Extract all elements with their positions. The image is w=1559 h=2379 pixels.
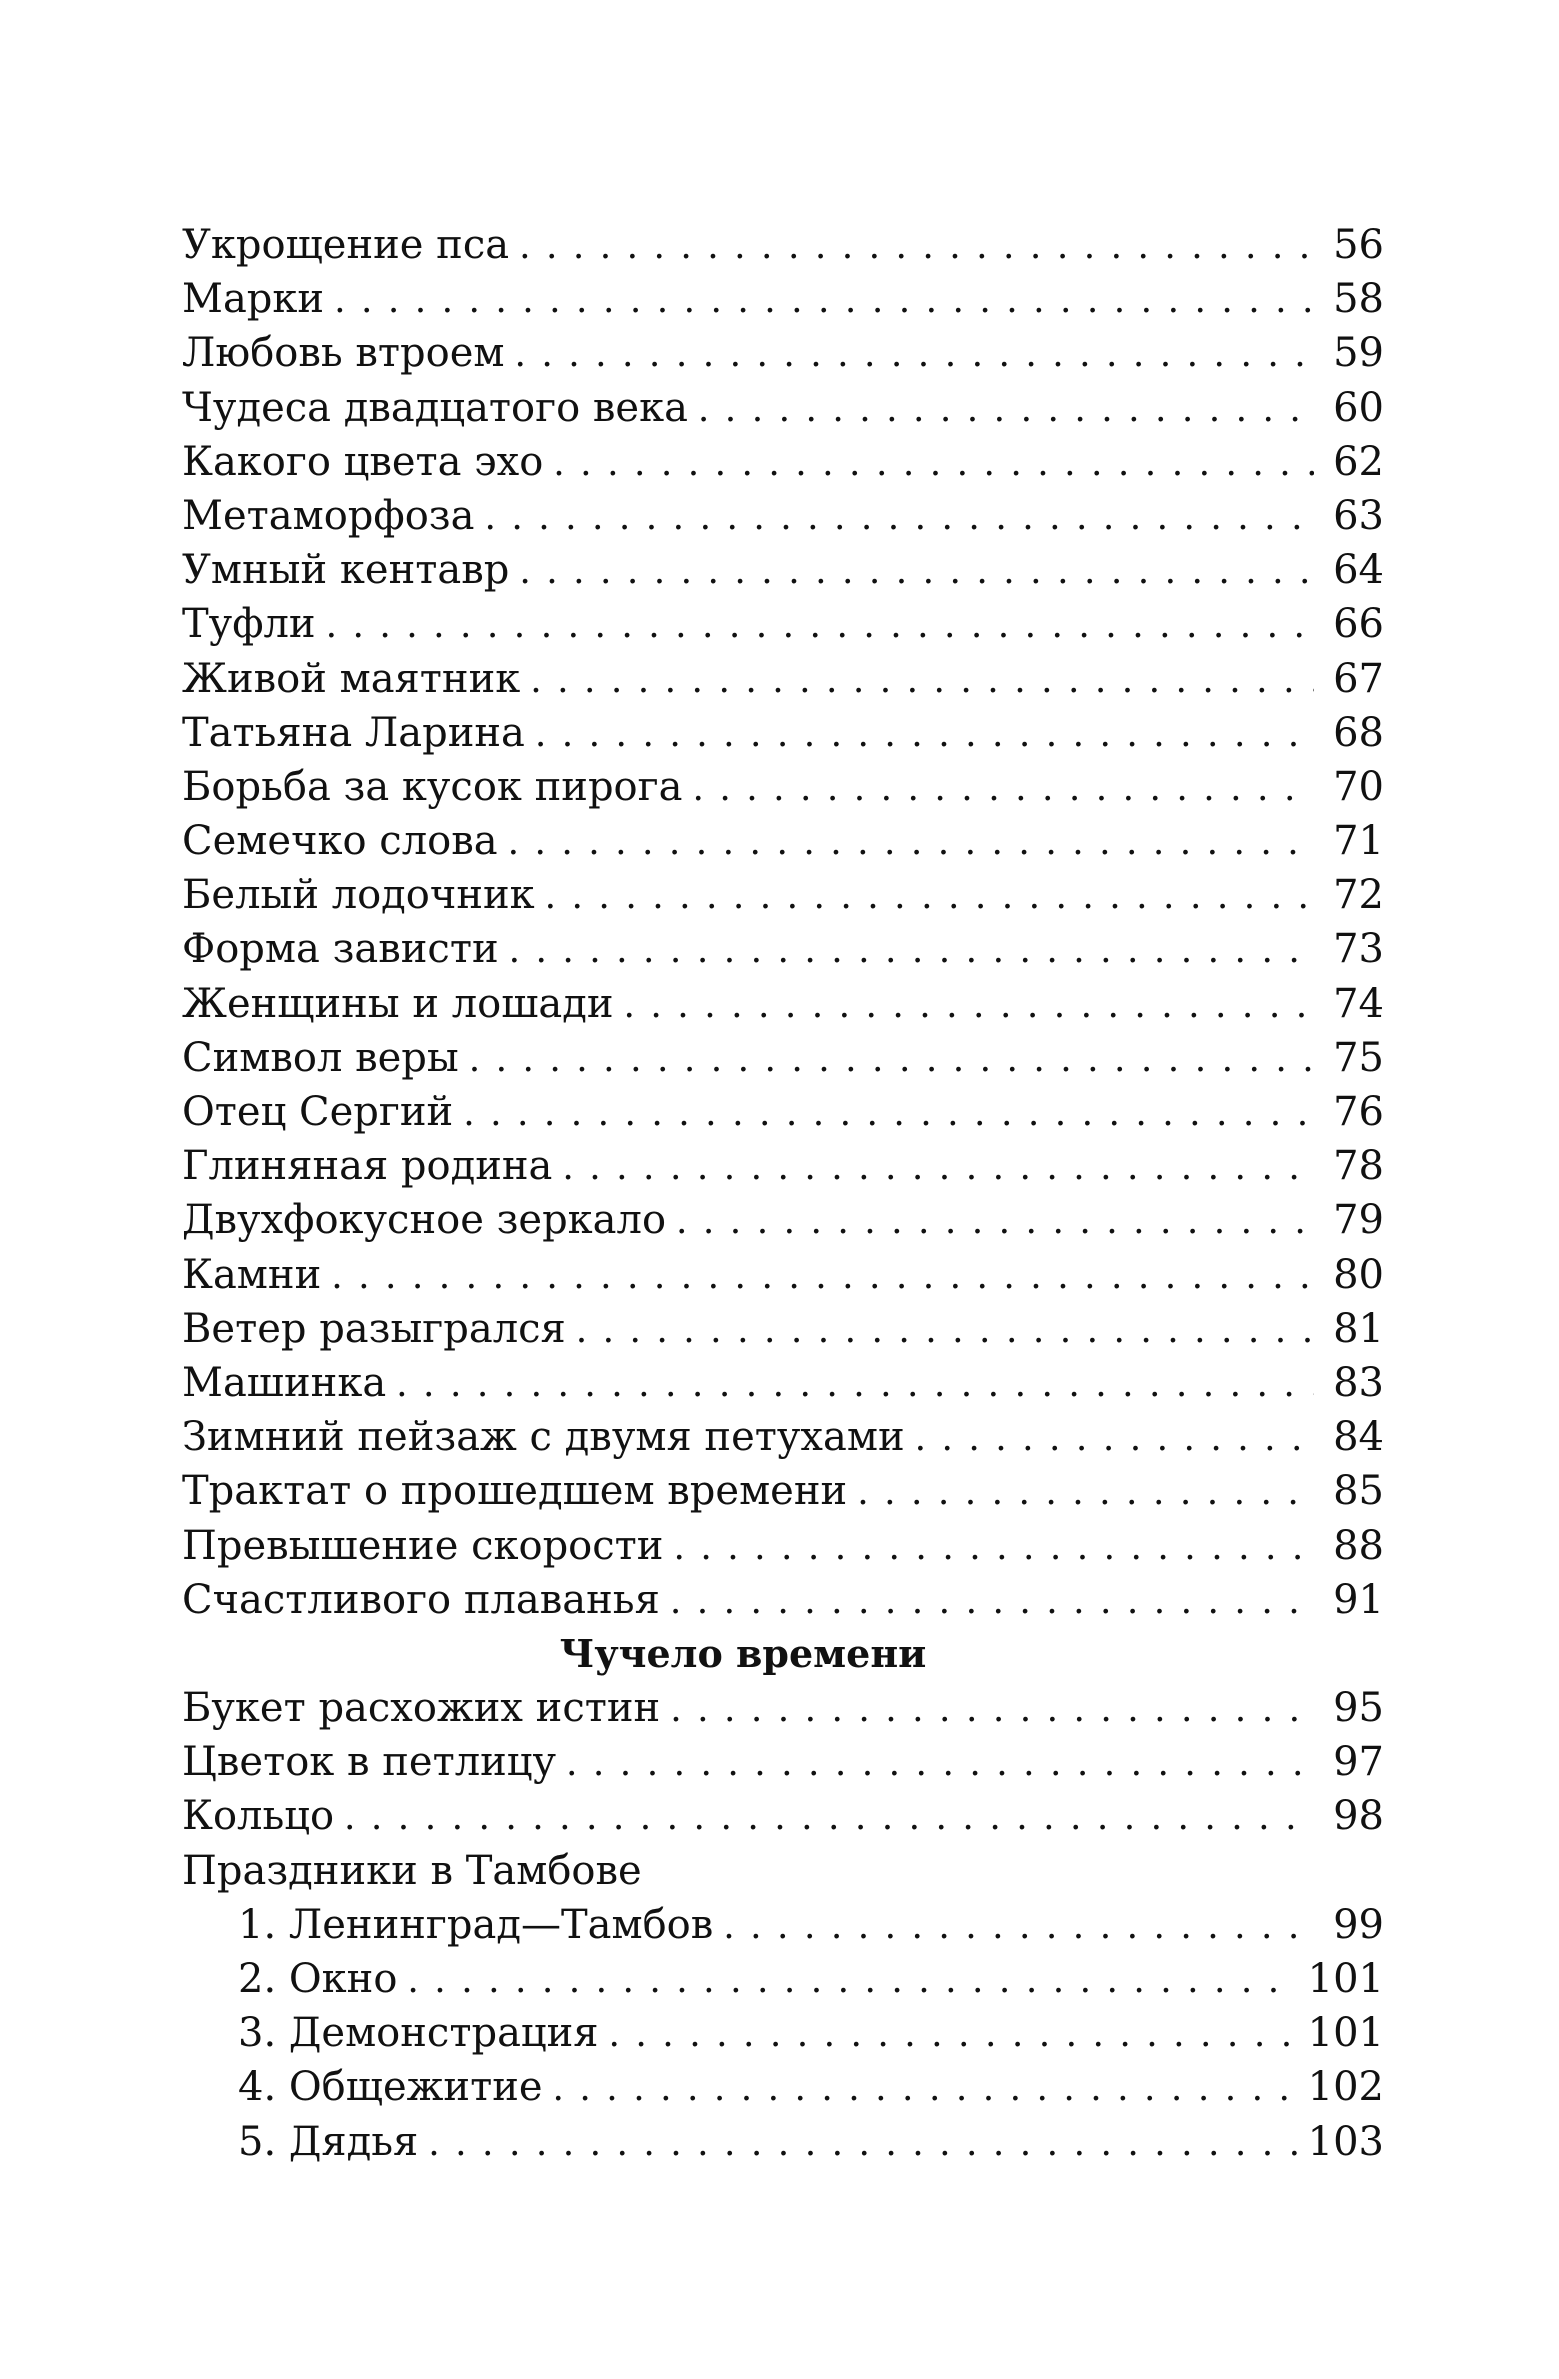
dot-leader xyxy=(530,654,1314,708)
toc-entry-page: 95 xyxy=(1333,1685,1384,1732)
toc-entry-title: Символ веры xyxy=(182,1034,459,1081)
toc-entry-title: Отец Сергий xyxy=(182,1089,454,1135)
toc-entry-page: 56 xyxy=(1333,222,1384,268)
toc-entry-page: 59 xyxy=(1333,330,1384,377)
toc-entry-page: 84 xyxy=(1333,1414,1384,1461)
toc-entry-page: 103 xyxy=(1307,2118,1384,2165)
toc-entry-title: Марки xyxy=(182,276,325,323)
dot-leader xyxy=(562,1141,1314,1195)
toc-subentry xyxy=(182,1952,1384,2006)
toc-entry-page: 97 xyxy=(1333,1739,1384,1786)
toc-entry xyxy=(182,1410,1384,1464)
toc-entry-title: Машинка xyxy=(182,1359,387,1406)
toc-entry-page: 99 xyxy=(1333,1901,1384,1948)
dot-leader xyxy=(326,599,1314,653)
toc-entry-title: Трактат о прошедшем времени xyxy=(182,1468,848,1515)
toc-entry-page: 76 xyxy=(1333,1089,1384,1135)
toc-entry-page: 101 xyxy=(1307,1956,1384,2002)
toc-entry xyxy=(182,1193,1384,1247)
toc-entry-title: Букет расхожих истин xyxy=(182,1685,661,1732)
dot-leader xyxy=(334,274,1314,328)
dot-leader xyxy=(508,816,1314,870)
toc-entry xyxy=(182,1519,1384,1573)
toc-entry-page: 80 xyxy=(1333,1251,1384,1298)
toc-entry-title: Ветер разыгрался xyxy=(182,1305,566,1352)
dot-leader xyxy=(344,1791,1314,1845)
dot-leader xyxy=(428,2117,1297,2171)
toc-entry-title: 5. Дядья xyxy=(238,2118,419,2165)
dot-leader xyxy=(676,1195,1314,1249)
toc-entry-title: 4. Общежитие xyxy=(238,2064,543,2111)
toc-entry xyxy=(182,977,1384,1031)
dot-leader xyxy=(484,491,1314,545)
toc-entry xyxy=(182,1681,1384,1735)
toc-entry-page: 75 xyxy=(1333,1034,1384,1081)
dot-leader xyxy=(915,1412,1314,1466)
toc-entry-title: Борьба за кусок пирога xyxy=(182,763,683,810)
dot-leader xyxy=(723,1900,1314,1954)
toc-entry-title: Белый лодочник xyxy=(182,872,535,919)
dot-leader xyxy=(576,1304,1314,1358)
toc-subentry xyxy=(182,2115,1384,2169)
toc-entry xyxy=(182,1464,1384,1518)
dot-leader xyxy=(509,924,1314,978)
toc-entry-title: Умный кентавр xyxy=(182,547,510,594)
dot-leader xyxy=(553,437,1314,491)
dot-leader xyxy=(609,2008,1298,2062)
toc-entry-title: 3. Демонстрация xyxy=(238,2010,599,2057)
toc-entry xyxy=(182,489,1384,543)
toc-entry-page: 85 xyxy=(1333,1468,1384,1515)
toc-subentry xyxy=(182,2006,1384,2060)
toc-entry-title: Метаморфоза xyxy=(182,492,475,539)
toc-entry-page: 83 xyxy=(1333,1359,1384,1406)
toc-entry-page: 73 xyxy=(1333,926,1384,973)
toc-entry xyxy=(182,652,1384,706)
toc-entry-title: Зимний пейзаж с двумя петухами xyxy=(182,1414,905,1461)
toc-entry-title: 1. Ленинград—Тамбов xyxy=(238,1901,714,1948)
toc-entry-page: 71 xyxy=(1333,818,1384,865)
dot-leader xyxy=(698,383,1314,437)
toc-entry-title: Укрощение пса xyxy=(182,222,510,268)
toc-entry-page: 74 xyxy=(1333,980,1384,1027)
toc-entry-title: Форма зависти xyxy=(182,926,499,973)
toc-entry-title: Цветок в петлицу xyxy=(182,1739,557,1786)
toc-entry-title: Какого цвета эхо xyxy=(182,438,544,485)
toc-entry xyxy=(182,706,1384,760)
toc-entry xyxy=(182,1573,1384,1627)
dot-leader xyxy=(519,545,1314,599)
toc-entry-page: 88 xyxy=(1333,1522,1384,1569)
dot-leader xyxy=(692,762,1314,816)
toc-entry-page: 72 xyxy=(1333,872,1384,919)
toc-entry-title: Превышение скорости xyxy=(182,1522,664,1569)
toc-entry-page: 81 xyxy=(1333,1305,1384,1352)
toc-entry-title: Двухфокусное зеркало xyxy=(182,1197,667,1244)
toc-entry-title: Женщины и лошади xyxy=(182,980,614,1027)
toc-entry xyxy=(182,1085,1384,1139)
toc-entry-title: Чудеса двадцатого века xyxy=(182,384,688,431)
dot-leader xyxy=(670,1683,1314,1737)
toc-entry xyxy=(182,326,1384,380)
dot-leader xyxy=(857,1466,1314,1520)
toc-entry xyxy=(182,922,1384,976)
toc-entry-title: Глиняная родина xyxy=(182,1143,553,1190)
dot-leader xyxy=(535,708,1314,762)
dot-leader xyxy=(553,2062,1298,2116)
toc-entry-title: Счастливого плаванья xyxy=(182,1576,660,1623)
table-of-contents xyxy=(182,218,1384,2169)
toc-entry-title: Туфли xyxy=(182,601,316,648)
toc-entry-page: 91 xyxy=(1333,1576,1384,1623)
dot-leader xyxy=(673,1521,1314,1575)
dot-leader xyxy=(624,979,1314,1033)
toc-list-b xyxy=(182,1681,1384,1844)
toc-entry-page: 63 xyxy=(1333,492,1384,539)
toc-entry xyxy=(182,814,1384,868)
toc-entry-title: Семечко слова xyxy=(182,818,498,865)
dot-leader xyxy=(463,1087,1314,1141)
toc-subentry xyxy=(182,1898,1384,1952)
dot-leader xyxy=(566,1737,1314,1791)
toc-entry xyxy=(182,218,1384,272)
toc-entry-title: Любовь втроем xyxy=(182,330,505,377)
toc-entry xyxy=(182,435,1384,489)
toc-entry-title: 2. Окно xyxy=(238,1956,398,2002)
toc-entry xyxy=(182,1302,1384,1356)
toc-entry-title: Живой маятник xyxy=(182,655,521,702)
toc-entry xyxy=(182,543,1384,597)
toc-entry-title: Кольцо xyxy=(182,1793,335,1840)
toc-entry xyxy=(182,868,1384,922)
toc-entry-page: 64 xyxy=(1333,547,1384,594)
toc-entry-page: 67 xyxy=(1333,655,1384,702)
dot-leader xyxy=(519,220,1314,274)
toc-entry-title: Камни xyxy=(182,1251,322,1298)
toc-entry-page: 98 xyxy=(1333,1793,1384,1840)
toc-entry xyxy=(182,1031,1384,1085)
toc-entry-page: 68 xyxy=(1333,709,1384,756)
dot-leader xyxy=(515,328,1315,382)
toc-entry xyxy=(182,272,1384,326)
dot-leader xyxy=(545,870,1314,924)
toc-entry-page: 60 xyxy=(1333,384,1384,431)
dot-leader xyxy=(331,1250,1314,1304)
toc-entry-page: 101 xyxy=(1307,2010,1384,2057)
toc-entry-page: 62 xyxy=(1333,438,1384,485)
toc-entry-page: 70 xyxy=(1333,763,1384,810)
toc-entry-title: Татьяна Ларина xyxy=(182,709,525,756)
toc-group-title: Праздники в Тамбове xyxy=(182,1847,642,1894)
toc-entry xyxy=(182,597,1384,651)
toc-entry xyxy=(182,381,1384,435)
toc-entry-page: 78 xyxy=(1333,1143,1384,1190)
toc-entry-page: 66 xyxy=(1333,601,1384,648)
toc-entry xyxy=(182,1139,1384,1193)
toc-entry-page: 102 xyxy=(1307,2064,1384,2111)
toc-subentry xyxy=(182,2060,1384,2114)
dot-leader xyxy=(396,1358,1314,1412)
toc-entry xyxy=(182,760,1384,814)
toc-group-list xyxy=(182,1898,1384,2169)
section-heading: Чучело времени xyxy=(559,1630,927,1676)
toc-entry xyxy=(182,1356,1384,1410)
dot-leader xyxy=(670,1575,1314,1629)
toc-list-a xyxy=(182,218,1384,1627)
dot-leader xyxy=(469,1033,1314,1087)
toc-entry-page: 58 xyxy=(1333,276,1384,323)
toc-entry xyxy=(182,1735,1384,1789)
toc-entry xyxy=(182,1248,1384,1302)
dot-leader xyxy=(407,1954,1297,2008)
toc-entry xyxy=(182,1789,1384,1843)
toc-entry-page: 79 xyxy=(1333,1197,1384,1244)
